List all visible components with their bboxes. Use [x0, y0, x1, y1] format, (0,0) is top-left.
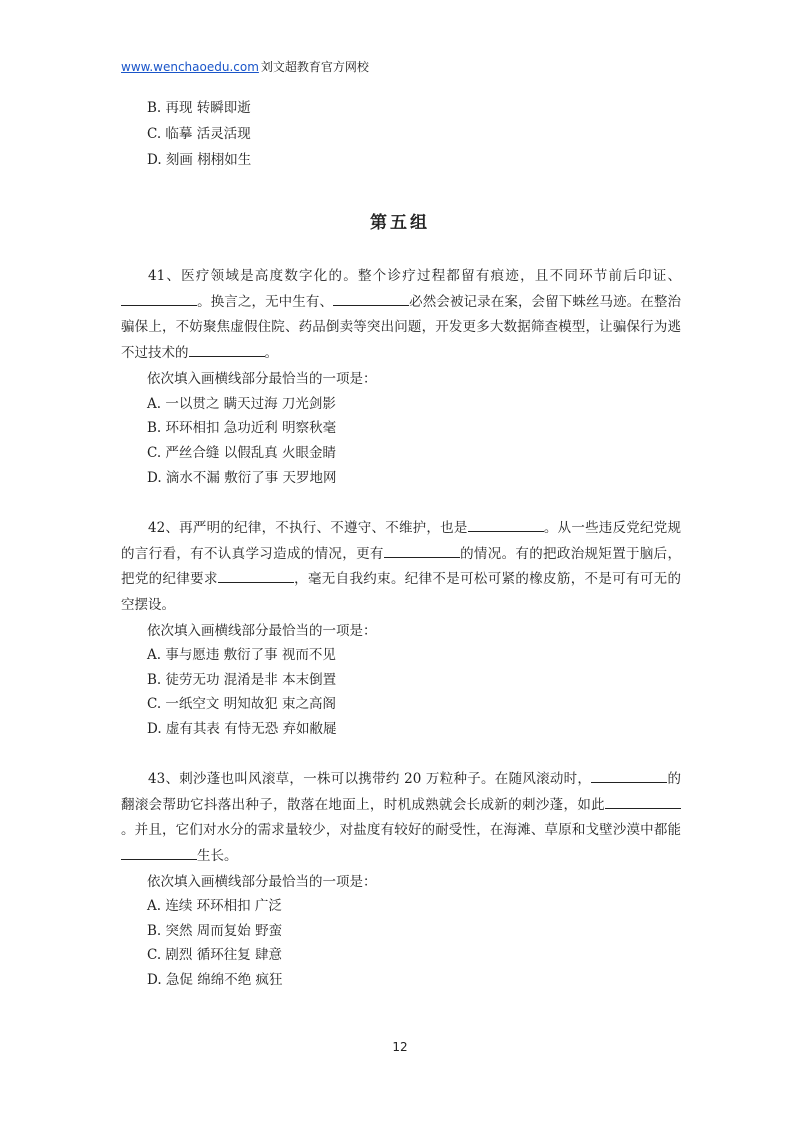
blank-41-3[interactable] [189, 342, 265, 357]
question-41-option-d[interactable]: D. 滴水不漏 敷衍了事 天罗地网 [147, 470, 337, 486]
question-42-option-d[interactable]: D. 虚有其表 有恃无恐 弃如敝屣 [147, 721, 337, 737]
question-42-option-c[interactable]: C. 一纸空文 明知故犯 束之高阁 [147, 696, 337, 712]
question-41-stem: 41、医疗领域是高度数字化的。整个诊疗过程都留有痕迹，且不同环节前后印证、。换言之，无中生有、 必然会被记录在案，会留下蛛丝马迹。在整治骗保上，不妨聚焦虚假住院、药品倒卖等突出问题，开发更多大数据筛查模型，让骗保行为逃不过技术的 。 [121, 268, 682, 361]
question-41-prompt: 依次填入画横线部分最恰当的一项是： [147, 371, 377, 387]
question-43-stem: 43、刺沙蓬也叫风滚草，一株可以携带约 20 万粒种子。在随风滚动时， 的翻滚会帮助它抖落出种子，散落在地面上，时机成熟就会长成新的刺沙蓬，如此。并且，它们对水分的需求量较少，对盐度有较好的耐受性，在海滩、草原和戈壁沙漠中都能生长。 [121, 767, 681, 869]
question-42-option-a[interactable]: A. 事与愿违 敷衍了事 视而不见 [147, 647, 336, 663]
question-43-option-b[interactable]: B. 突然 周而复始 野蛮 [147, 923, 283, 939]
question-42-stem: 42、再严明的纪律，不执行、不遵守、不维护，也是 。从一些违反党纪党规的言行看，有不认真学习造成的情况，更有 的情况。有的把政治规矩置于脑后，把党的纪律要求 ，毫无自我约束。纪律不是可松可紧的橡皮筋，不是可有可无的空摆设。 [121, 516, 681, 618]
question-41-option-a[interactable]: A. 一以贯之 瞒天过海 刀光剑影 [147, 396, 336, 412]
blank-41-2[interactable] [333, 291, 409, 306]
question-43-prompt: 依次填入画横线部分最恰当的一项是： [147, 874, 377, 890]
question-43-option-c[interactable]: C. 剧烈 循环往复 肆意 [147, 947, 283, 963]
page-header [121, 58, 369, 75]
blank-41-1[interactable] [121, 291, 197, 306]
question-43-option-a[interactable]: A. 连续 环环相扣 广泛 [147, 898, 282, 914]
question-42-prompt: 依次填入画横线部分最恰当的一项是： [147, 623, 377, 639]
prev-option-c: C. 临摹 活灵活现 [147, 126, 251, 142]
question-41-option-b[interactable]: B. 环环相扣 急功近利 明察秋毫 [147, 420, 337, 436]
prev-option-d: D. 刻画 栩栩如生 [147, 152, 252, 168]
question-42-option-b[interactable]: B. 徒劳无功 混淆是非 本末倒置 [147, 672, 337, 688]
site-link[interactable]: www.wenchaoedu.com [121, 60, 259, 74]
school-name: 刘文超教育官方网校 [260, 60, 369, 74]
page-number: 12 [392, 1040, 408, 1054]
blank-42-2[interactable] [384, 543, 460, 558]
blank-42-1[interactable] [468, 517, 544, 532]
question-43-option-d[interactable]: D. 急促 绵绵不绝 疯狂 [147, 972, 283, 988]
blank-42-3[interactable] [218, 568, 294, 583]
section-title: 第五组 [370, 213, 430, 233]
prev-option-b: B. 再现 转瞬即逝 [147, 100, 251, 116]
question-41-option-c[interactable]: C. 严丝合缝 以假乱真 火眼金睛 [147, 445, 337, 461]
blank-43-1[interactable] [591, 768, 667, 783]
blank-43-3[interactable] [121, 845, 197, 860]
blank-43-2[interactable] [605, 794, 681, 809]
